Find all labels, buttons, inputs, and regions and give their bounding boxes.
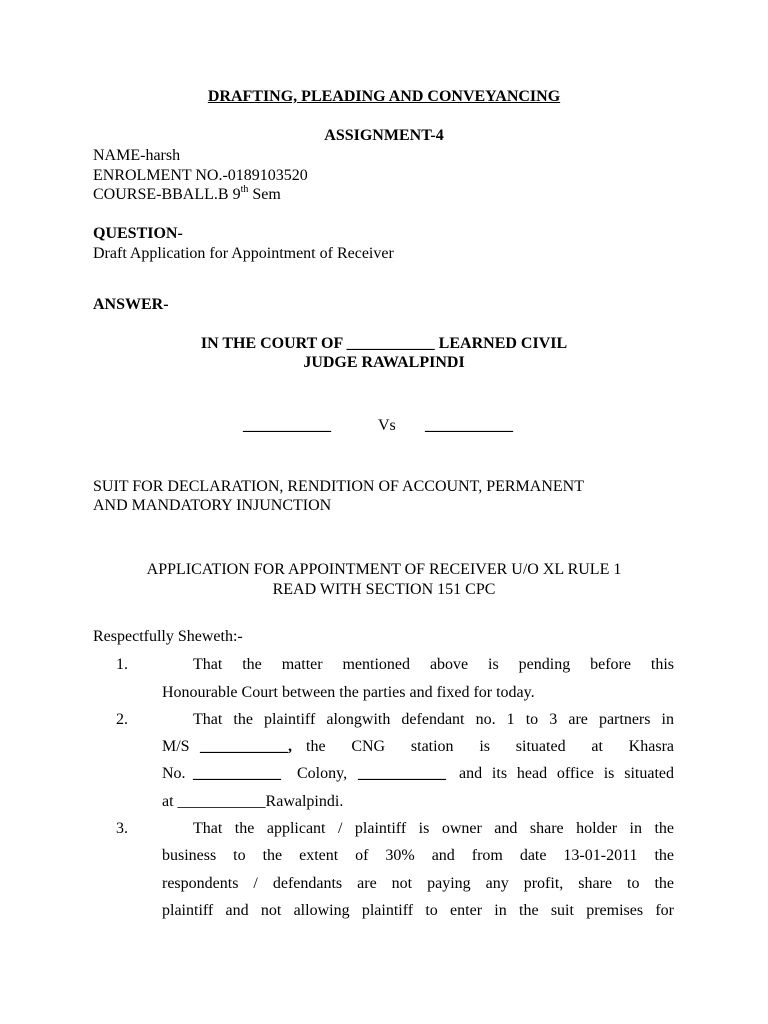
para-2-firm-blank: ___________,: [200, 738, 292, 755]
para-2-colony-blank: ___________: [358, 765, 446, 782]
para-2-line3-rest: and its head office is situated: [459, 765, 674, 782]
student-name: NAME-harsh: [93, 147, 181, 164]
para-3-number: 3.: [116, 820, 128, 837]
para-3-line1: That the applicant / plaintiff is owner and share holder in the: [193, 820, 674, 837]
para-3-line4: plaintiff and not allowing plaintiff to enter in the suit premises for: [162, 902, 674, 919]
question-text: Draft Application for Appointment of Receiver: [93, 245, 394, 262]
suit-title-line2: AND MANDATORY INJUNCTION: [93, 497, 332, 514]
document-title: DRAFTING, PLEADING AND CONVEYANCING: [207, 88, 561, 105]
para-2-khasra-blank: ___________: [193, 765, 281, 782]
para-3-line3: respondents / defendants are not paying any profit, share to the: [162, 875, 674, 892]
para-2-line2-rest: the CNG station is situated at Khasra: [306, 738, 674, 755]
para-2-line1: That the plaintiff alongwith defendant no. 1 to 3 are partners in: [193, 711, 674, 728]
para-2-line4: [162, 794, 343, 810]
versus-label: Vs: [378, 417, 396, 434]
para-1-line1: That the matter mentioned above is pending before this: [193, 656, 674, 673]
court-heading-line2: JUDGE RAWALPINDI: [303, 354, 465, 371]
para-2-city: Rawalpindi.: [265, 793, 344, 810]
course-line: [93, 184, 281, 203]
assignment-heading: ASSIGNMENT-4: [324, 127, 444, 144]
para-2-office-blank: at ___________: [162, 793, 266, 810]
party-left-blank: ___________: [243, 417, 331, 434]
course-prefix: COURSE-BBALL.B 9: [93, 186, 241, 203]
application-title-line2: READ WITH SECTION 151 CPC: [272, 581, 496, 598]
question-label: QUESTION-: [93, 225, 183, 242]
course-superscript: th: [240, 184, 249, 195]
answer-label: ANSWER-: [93, 296, 169, 313]
para-2-number: 2.: [116, 711, 128, 728]
para-3-line2: business to the extent of 30% and from date 13-01-2011 the: [162, 847, 674, 864]
salutation: Respectfully Sheweth:-: [93, 628, 243, 645]
party-right-blank: ___________: [425, 417, 513, 434]
para-1-line2: Honourable Court between the parties and fixed for today.: [162, 684, 535, 701]
para-2-ms-label: M/S: [162, 738, 190, 755]
court-heading-line1: IN THE COURT OF ___________ LEARNED CIVIL: [200, 335, 568, 352]
suit-title-line1: SUIT FOR DECLARATION, RENDITION OF ACCOUNT, PERMANENT: [93, 478, 584, 495]
application-title-line1: APPLICATION FOR APPOINTMENT OF RECEIVER U/O XL RULE 1: [146, 561, 622, 578]
enrolment-number: ENROLMENT NO.-0189103520: [93, 167, 308, 184]
para-2-no-label: No.: [162, 765, 186, 782]
course-suffix: Sem: [248, 186, 281, 203]
para-1-number: 1.: [116, 656, 128, 673]
para-2-colony-label: Colony,: [297, 765, 348, 782]
